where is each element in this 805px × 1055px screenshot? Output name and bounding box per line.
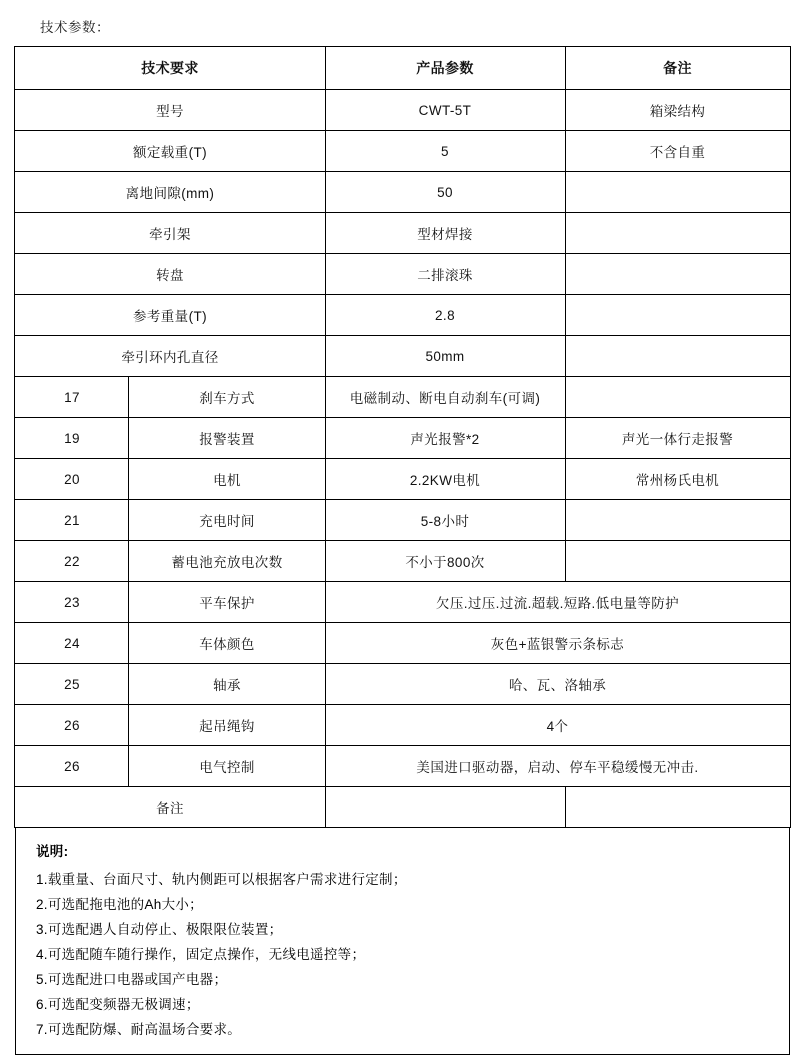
cell-requirement: 离地间隙(mm) (15, 172, 325, 213)
cell-requirement: 牵引环内孔直径 (15, 336, 325, 377)
cell-index: 17 (15, 377, 129, 418)
cell-parameter: 2.8 (325, 295, 565, 336)
cell-note (565, 500, 790, 541)
cell-footer-parameter (325, 787, 565, 828)
table-row (15, 623, 790, 664)
cell-parameter: 5-8小时 (325, 500, 565, 541)
cell-note: 箱梁结构 (565, 90, 790, 131)
description-title: 说明: (36, 844, 69, 859)
cell-parameter: 电磁制动、断电自动刹车(可调) (325, 377, 565, 418)
table-row (15, 459, 790, 500)
cell-note: 声光一体行走报警 (565, 418, 790, 459)
cell-footer-note (565, 787, 790, 828)
table-row (15, 664, 790, 705)
cell-index: 21 (15, 500, 129, 541)
cell-requirement: 轴承 (129, 664, 325, 705)
cell-index: 25 (15, 664, 129, 705)
cell-parameter: 灰色+蓝银警示条标志 (325, 623, 790, 664)
table-header (15, 47, 790, 90)
cell-index: 19 (15, 418, 129, 459)
header-requirement: 技术要求 (15, 47, 325, 90)
cell-parameter: 4个 (325, 705, 790, 746)
cell-note: 不含自重 (565, 131, 790, 172)
cell-note (565, 172, 790, 213)
cell-index: 20 (15, 459, 129, 500)
cell-note (565, 254, 790, 295)
cell-note (565, 213, 790, 254)
cell-footer-label: 备注 (15, 787, 325, 828)
description-line: 3.可选配遇人自动停止、极限限位装置； (36, 922, 283, 937)
description-line: 1.载重量、台面尺寸、轨内侧距可以根据客户需求进行定制； (36, 872, 407, 887)
description-box (15, 828, 790, 1055)
table-row (15, 705, 790, 746)
cell-note (565, 541, 790, 582)
cell-parameter: 50 (325, 172, 565, 213)
table-row (15, 213, 790, 254)
spec-table (14, 46, 790, 828)
cell-requirement: 型号 (15, 90, 325, 131)
table-row (15, 541, 790, 582)
cell-parameter: 欠压.过压.过流.超载.短路.低电量等防护 (325, 582, 790, 623)
description-line: 7.可选配防爆、耐高温场合要求。 (36, 1022, 242, 1037)
cell-parameter: 二排滚珠 (325, 254, 565, 295)
table-row (15, 254, 790, 295)
table-row (15, 172, 790, 213)
table-body (15, 90, 790, 828)
cell-requirement: 车体颜色 (129, 623, 325, 664)
cell-requirement: 额定载重(T) (15, 131, 325, 172)
cell-index: 26 (15, 705, 129, 746)
description-line: 2.可选配拖电池的Ah大小； (36, 897, 203, 912)
header-note: 备注 (565, 47, 790, 90)
cell-requirement: 刹车方式 (129, 377, 325, 418)
table-row (15, 295, 790, 336)
cell-requirement: 转盘 (15, 254, 325, 295)
table-row (15, 131, 790, 172)
cell-index: 26 (15, 746, 129, 787)
table-row (15, 336, 790, 377)
cell-note (565, 336, 790, 377)
cell-parameter: 哈、瓦、洛轴承 (325, 664, 790, 705)
intro-label: 技术参数： (40, 20, 110, 35)
table-row (15, 90, 790, 131)
cell-parameter: 2.2KW电机 (325, 459, 565, 500)
cell-parameter: 不小于800次 (325, 541, 565, 582)
cell-requirement: 电机 (129, 459, 325, 500)
cell-index: 23 (15, 582, 129, 623)
cell-index: 22 (15, 541, 129, 582)
cell-index: 24 (15, 623, 129, 664)
header-parameter: 产品参数 (325, 47, 565, 90)
cell-parameter: 声光报警*2 (325, 418, 565, 459)
description-line: 6.可选配变频器无极调速； (36, 997, 200, 1012)
cell-requirement: 起吊绳钩 (129, 705, 325, 746)
cell-requirement: 蓄电池充放电次数 (129, 541, 325, 582)
table-row (15, 582, 790, 623)
cell-requirement: 平车保护 (129, 582, 325, 623)
cell-parameter: 50mm (325, 336, 565, 377)
table-row (15, 500, 790, 541)
table-row (15, 746, 790, 787)
cell-note: 常州杨氏电机 (565, 459, 790, 500)
cell-parameter: 型材焊接 (325, 213, 565, 254)
cell-requirement: 电气控制 (129, 746, 325, 787)
cell-parameter: 5 (325, 131, 565, 172)
cell-parameter: 美国进口驱动器，启动、停车平稳缓慢无冲击. (325, 746, 790, 787)
description-line: 4.可选配随车随行操作，固定点操作，无线电遥控等； (36, 947, 366, 962)
cell-note (565, 295, 790, 336)
cell-note (565, 377, 790, 418)
cell-requirement: 充电时间 (129, 500, 325, 541)
cell-requirement: 报警装置 (129, 418, 325, 459)
description-line: 5.可选配进口电器或国产电器； (36, 972, 228, 987)
table-footer-row (15, 787, 790, 828)
cell-requirement: 参考重量(T) (15, 295, 325, 336)
table-row (15, 377, 790, 418)
table-row (15, 418, 790, 459)
cell-parameter: CWT-5T (325, 90, 565, 131)
table-header-row (15, 47, 790, 90)
cell-requirement: 牵引架 (15, 213, 325, 254)
